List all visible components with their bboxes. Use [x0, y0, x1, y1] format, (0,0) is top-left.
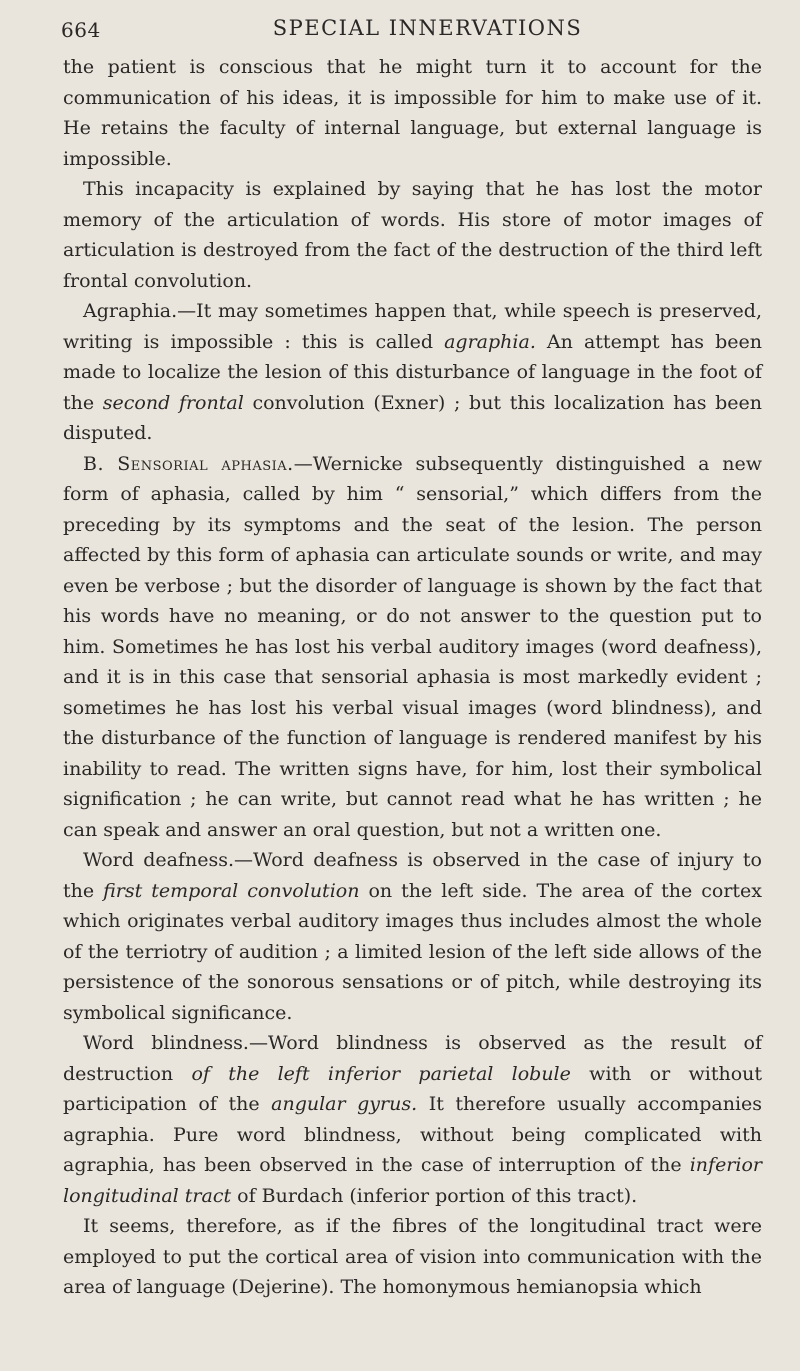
word-blindness-heading: Word blindness. — [83, 1032, 249, 1054]
word-deafness-heading: Word deafness. — [83, 849, 234, 871]
paragraph-sensorial-aphasia: B. Sensorial aphasia.—Wernicke subsequently distinguished a new form of aphasia, called by him “ sensorial,” which differs from the preceding by its symptoms and the seat of the lesion. The person affected by this form of aphasia can articulate sounds or write, and may even be verbose ; but the disorder of language is shown by the fact that his words have no meaning, or do not answer to the question put to him. Sometimes he has lost his verbal auditory images (word deafness), and it is in this case that sensorial aphasia is most markedly evident ; sometimes he has lost his verbal visual images (word blindness), and the disturbance of the function of language is rendered manifest by his inability to read. The written signs have, for him, lost their symbolical signification ; he can write, but cannot read what he has written ; he can speak and answer an oral question, but not a written one. — [63, 452, 762, 841]
page-number: 664 — [61, 18, 101, 42]
italic-term: inferior longitudinal tract — [63, 1154, 762, 1207]
paragraph-agraphia: Agraphia.—It may sometimes happen that, while speech is preserved, writing is impossible : this is called agraphia. An attempt has been made to localize the lesion of this disturbance of language in the foot of the second frontal convolution (Exner) ; but this localization has been disputed. — [63, 300, 763, 444]
paragraph-longitudinal-tract: It seems, therefore, as if the fibres of the longitudinal tract were employed to put the cortical area of vision into communication with the area of language (Dejerine). The homonymous hemianopsia which — [63, 1215, 762, 1298]
paragraph-incapacity: This incapacity is explained by saying that he has lost the motor memory of the articulation of words. His store of motor images of articulation is destroyed from the fact of the destruction of the third left frontal convolution. — [63, 178, 762, 292]
running-head: SPECIAL INNERVATIONS — [272, 16, 583, 40]
italic-term: first temporal convolution — [103, 879, 360, 902]
italic-term: second frontal — [102, 391, 244, 414]
sensorial-aphasia-heading: B. Sensorial aphasia. — [83, 452, 294, 475]
italic-term: angular gyrus. — [271, 1093, 418, 1115]
italic-term: of the left inferior parietal lobule — [191, 1062, 571, 1085]
paragraph-word-deafness: Word deafness.—Word deafness is observed in the case of injury to the first temporal convolution on the left side. The area of the cortex which originates verbal auditory images thus includes almost the whole of the terriotry of audition ; a limited lesion of the left side allows of the persistence of the sonorous sensations or of pitch, while destroying its symbolical significance. — [63, 849, 763, 1024]
paragraph-word-blindness: Word blindness.—Word blindness is observed as the result of destruction of the left inferior parietal lobule with or without participation of the angular gyrus. It therefore usually accompanies agraphia. Pure word blindness, without being complicated with agraphia, has been observed in the case of interruption of the inferior longitudinal tract of Burdach (inferior portion of this tract). — [63, 1032, 763, 1207]
paragraph-continuation: the patient is conscious that he might turn it to account for the communication of his ideas, it is impossible for him to make use of it. He retains the faculty of internal language, but external language is impossible. — [63, 56, 762, 170]
italic-term: agraphia. — [444, 330, 536, 353]
page-header — [63, 14, 762, 44]
body-text — [63, 52, 762, 1303]
agraphia-heading: Agraphia. — [83, 300, 178, 322]
